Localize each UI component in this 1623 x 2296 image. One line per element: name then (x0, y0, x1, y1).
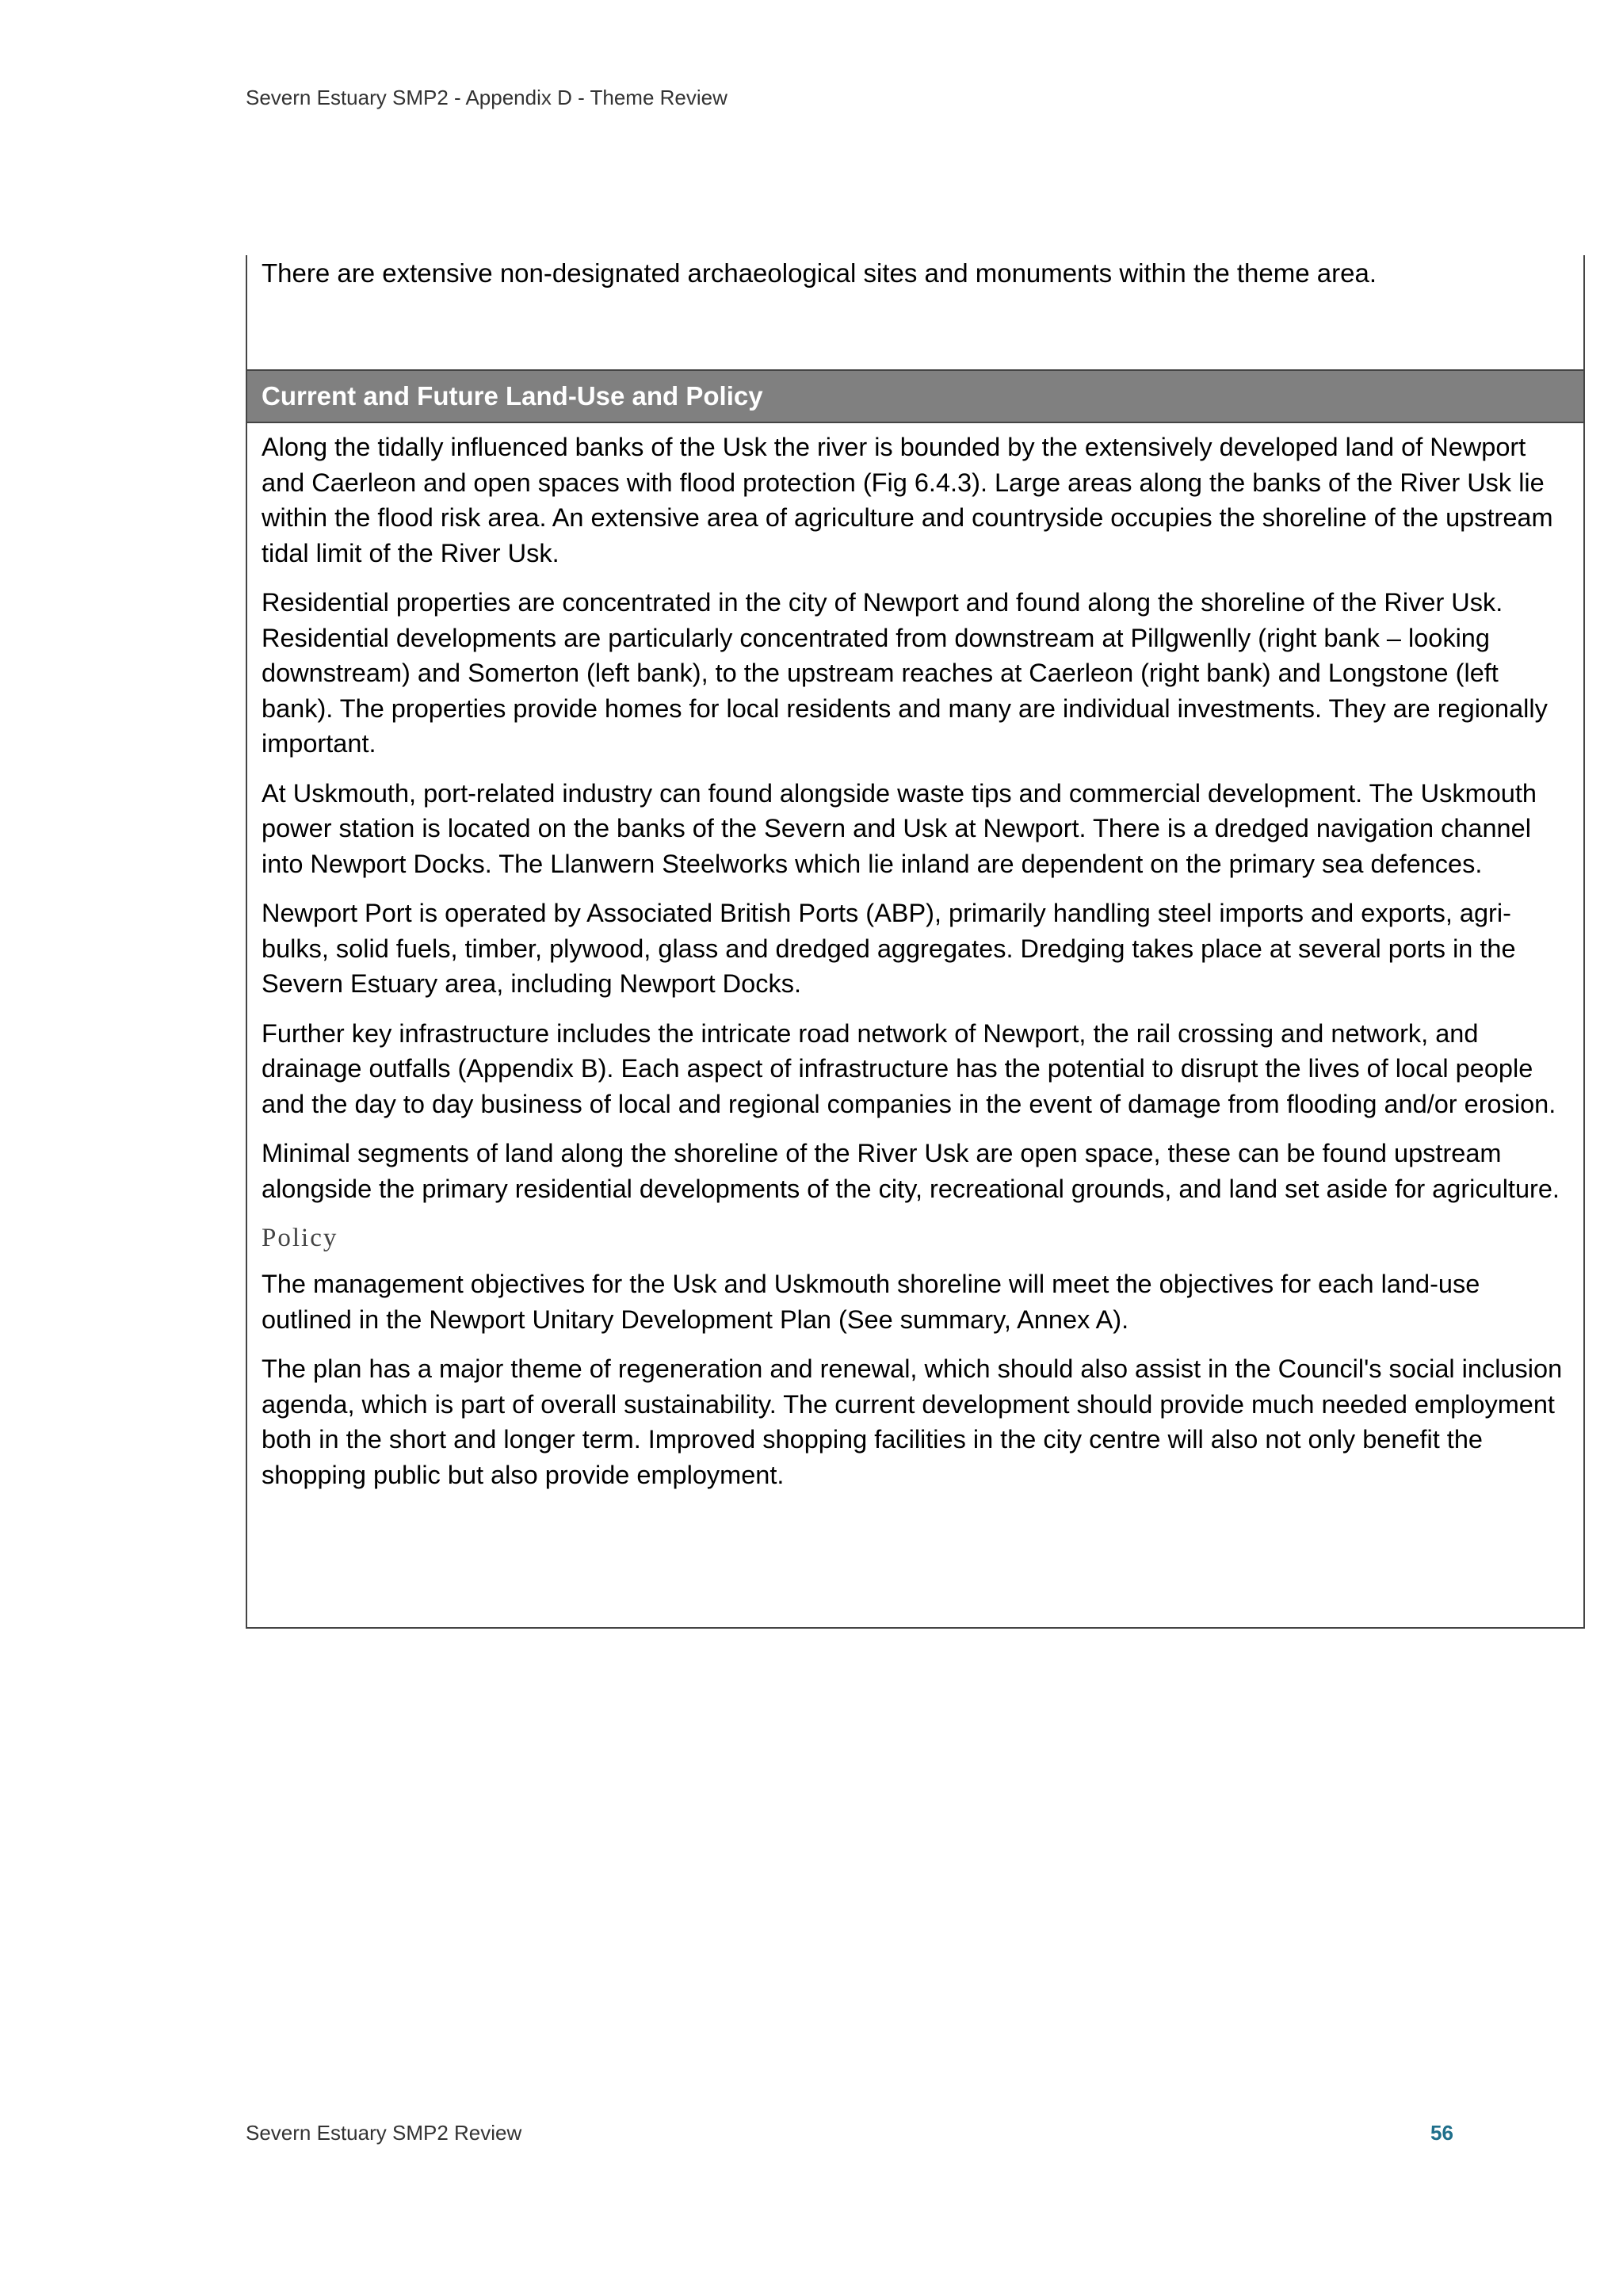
land-use-section-body (247, 423, 1583, 1492)
theme-review-table (246, 255, 1585, 1629)
heritage-section (247, 255, 1583, 371)
page-number: 56 (1430, 2121, 1453, 2145)
land-use-paragraph-3: At Uskmouth, port-related industry can found alongside waste tips and commercial development. The Uskmouth power station is located on the banks of the Severn and Usk at Newport. There is a dredged navigation channel into Newport Docks. The Llanwern Steelworks which lie inland are dependent on the primary sea defences. (262, 778, 1537, 878)
land-use-paragraph-6: Minimal segments of land along the shoreline of the River Usk are open space, these can be found upstream alongside the primary residential developments of the city, recreational grounds, and land set aside for agriculture. (262, 1139, 1560, 1203)
land-use-paragraph-2: Residential properties are concentrated in the city of Newport and found along the shoreline of the River Usk. Residential developments are particularly concentrated from downstream at Pillgwenlly (right bank – looking downstream) and Somerton (left bank), to the upstream reaches at Caerleon (right bank) and Longstone (left bank). The properties provide homes for local residents and many are individual investments. They are regionally important. (262, 588, 1548, 758)
running-footer: Severn Estuary SMP2 Review (246, 2121, 522, 2145)
policy-subheading: Policy (262, 1224, 338, 1252)
heritage-paragraph: There are extensive non-designated archaeological sites and monuments within the theme area. (262, 258, 1377, 288)
land-use-paragraph-1: Along the tidally influenced banks of the Usk the river is bounded by the extensively developed land of Newport and Caerleon and open spaces with flood protection (Fig 6.4.3). Large areas along the banks of the River Usk lie within the flood risk area. An extensive area of agriculture and countryside occupies the shoreline of the upstream tidal limit of the River Usk. (262, 433, 1553, 567)
land-use-paragraph-5: Further key infrastructure includes the intricate road network of Newport, the rail crossing and network, and drainage outfalls (Appendix B). Each aspect of infrastructure has the potential to disrupt the lives of local people and the day to day business of local and regional companies in the event of damage from flooding and/or erosion. (262, 1018, 1556, 1118)
land-use-section-heading: Current and Future Land-Use and Policy (247, 371, 1583, 423)
running-header: Severn Estuary SMP2 - Appendix D - Theme Review (246, 86, 727, 109)
policy-paragraph-1: The management objectives for the Usk and Uskmouth shoreline will meet the objectives for each land-use outlined in the Newport Unitary Development Plan (See summary, Annex A). (262, 1270, 1480, 1334)
land-use-paragraph-4: Newport Port is operated by Associated British Ports (ABP), primarily handling steel imports and exports, agri-bulks, solid fuels, timber, plywood, glass and dredged aggregates. Dredging takes place at several ports in the Severn Estuary area, including Newport Docks. (262, 899, 1516, 998)
policy-paragraph-2: The plan has a major theme of regeneration and renewal, which should also assist in the Council's social inclusion agenda, which is part of overall sustainability. The current development should provide much needed employment both in the short and longer term. Improved shopping facilities in the city centre will also not only benefit the shopping public but also provide employment. (262, 1354, 1563, 1489)
